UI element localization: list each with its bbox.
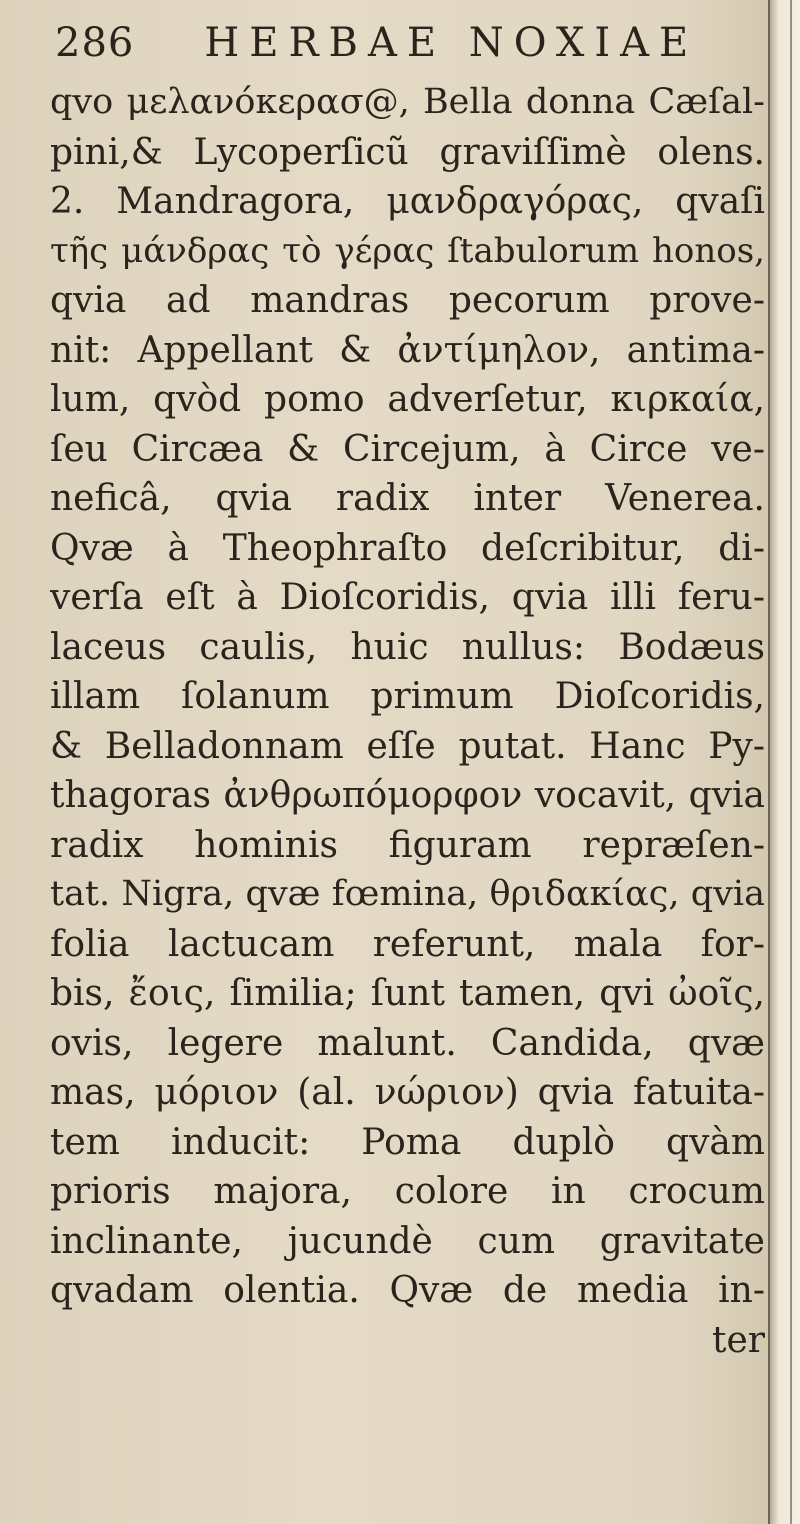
body-text bbox=[50, 78, 765, 1365]
text-line: tat. Nigra, qvæ fœmina, θριδακίας, qvia bbox=[50, 874, 765, 914]
page-header bbox=[55, 20, 760, 80]
running-head: HERBAE NOXIAE bbox=[204, 20, 699, 66]
text-line: qvadam olentia. Qvæ de media in- bbox=[50, 1270, 765, 1311]
text-line: thagoras ἀνθρωπόμορφον vocavit, qvia bbox=[50, 775, 765, 816]
text-line: ovis, legere malunt. Candida, qvæ bbox=[50, 1022, 765, 1064]
page-gutter bbox=[768, 0, 800, 1524]
catchword: ter bbox=[712, 1319, 765, 1361]
catchword-line bbox=[50, 1316, 765, 1366]
text-line: Qvæ à Theophraſto deſcribitur, di- bbox=[50, 527, 765, 569]
text-line: qvo μελανόκερασ@, Bella donna Cæſal- bbox=[50, 82, 765, 122]
text-line: inclinante, jucundè cum gravitate bbox=[50, 1220, 765, 1262]
text-line: prioris majora, colore in crocum bbox=[50, 1171, 765, 1212]
text-line: verſa eſt à Dioſcoridis, qvia illi feru- bbox=[50, 577, 765, 618]
page-edge bbox=[790, 0, 792, 1524]
text-line: 2. Mandragora, μανδραγόρας, qvaſi bbox=[50, 181, 765, 222]
text-line: & Belladonnam eſſe putat. Hanc Py- bbox=[50, 725, 765, 767]
text-line: pini,& Lycoperſicũ graviſſimè olens. bbox=[50, 131, 765, 173]
text-line: τῆς μάνδρας τὸ γέρας ſtabulorum honos, bbox=[50, 230, 765, 271]
text-line: neficâ, qvia radix inter Venerea. bbox=[50, 478, 765, 519]
text-line: mas, μόριον (al. νώριον) qvia fatuita- bbox=[50, 1072, 765, 1113]
text-line: folia lactucam referunt, mala for- bbox=[50, 923, 765, 965]
page-number: 286 bbox=[55, 20, 135, 66]
text-line: qvia ad mandras pecorum prove- bbox=[50, 280, 765, 321]
text-line: illam ſolanum primum Dioſcoridis, bbox=[50, 676, 765, 717]
text-line: laceus caulis, huic nullus: Bodæus bbox=[50, 626, 765, 668]
text-line: lum, qvòd pomo adverſetur, κιρκαία, bbox=[50, 379, 765, 420]
text-line: tem inducit: Poma duplò qvàm bbox=[50, 1121, 765, 1163]
text-line: nit: Appellant & ἀντίμηλον, antima- bbox=[50, 329, 765, 371]
text-line: bis, ἔοις, ſimilia; ſunt tamen, qvi ὠοῖς, bbox=[50, 973, 765, 1014]
text-line: radix hominis figuram repræſen- bbox=[50, 824, 765, 866]
text-line: ſeu Circæa & Circejum, à Circe ve- bbox=[50, 428, 765, 470]
